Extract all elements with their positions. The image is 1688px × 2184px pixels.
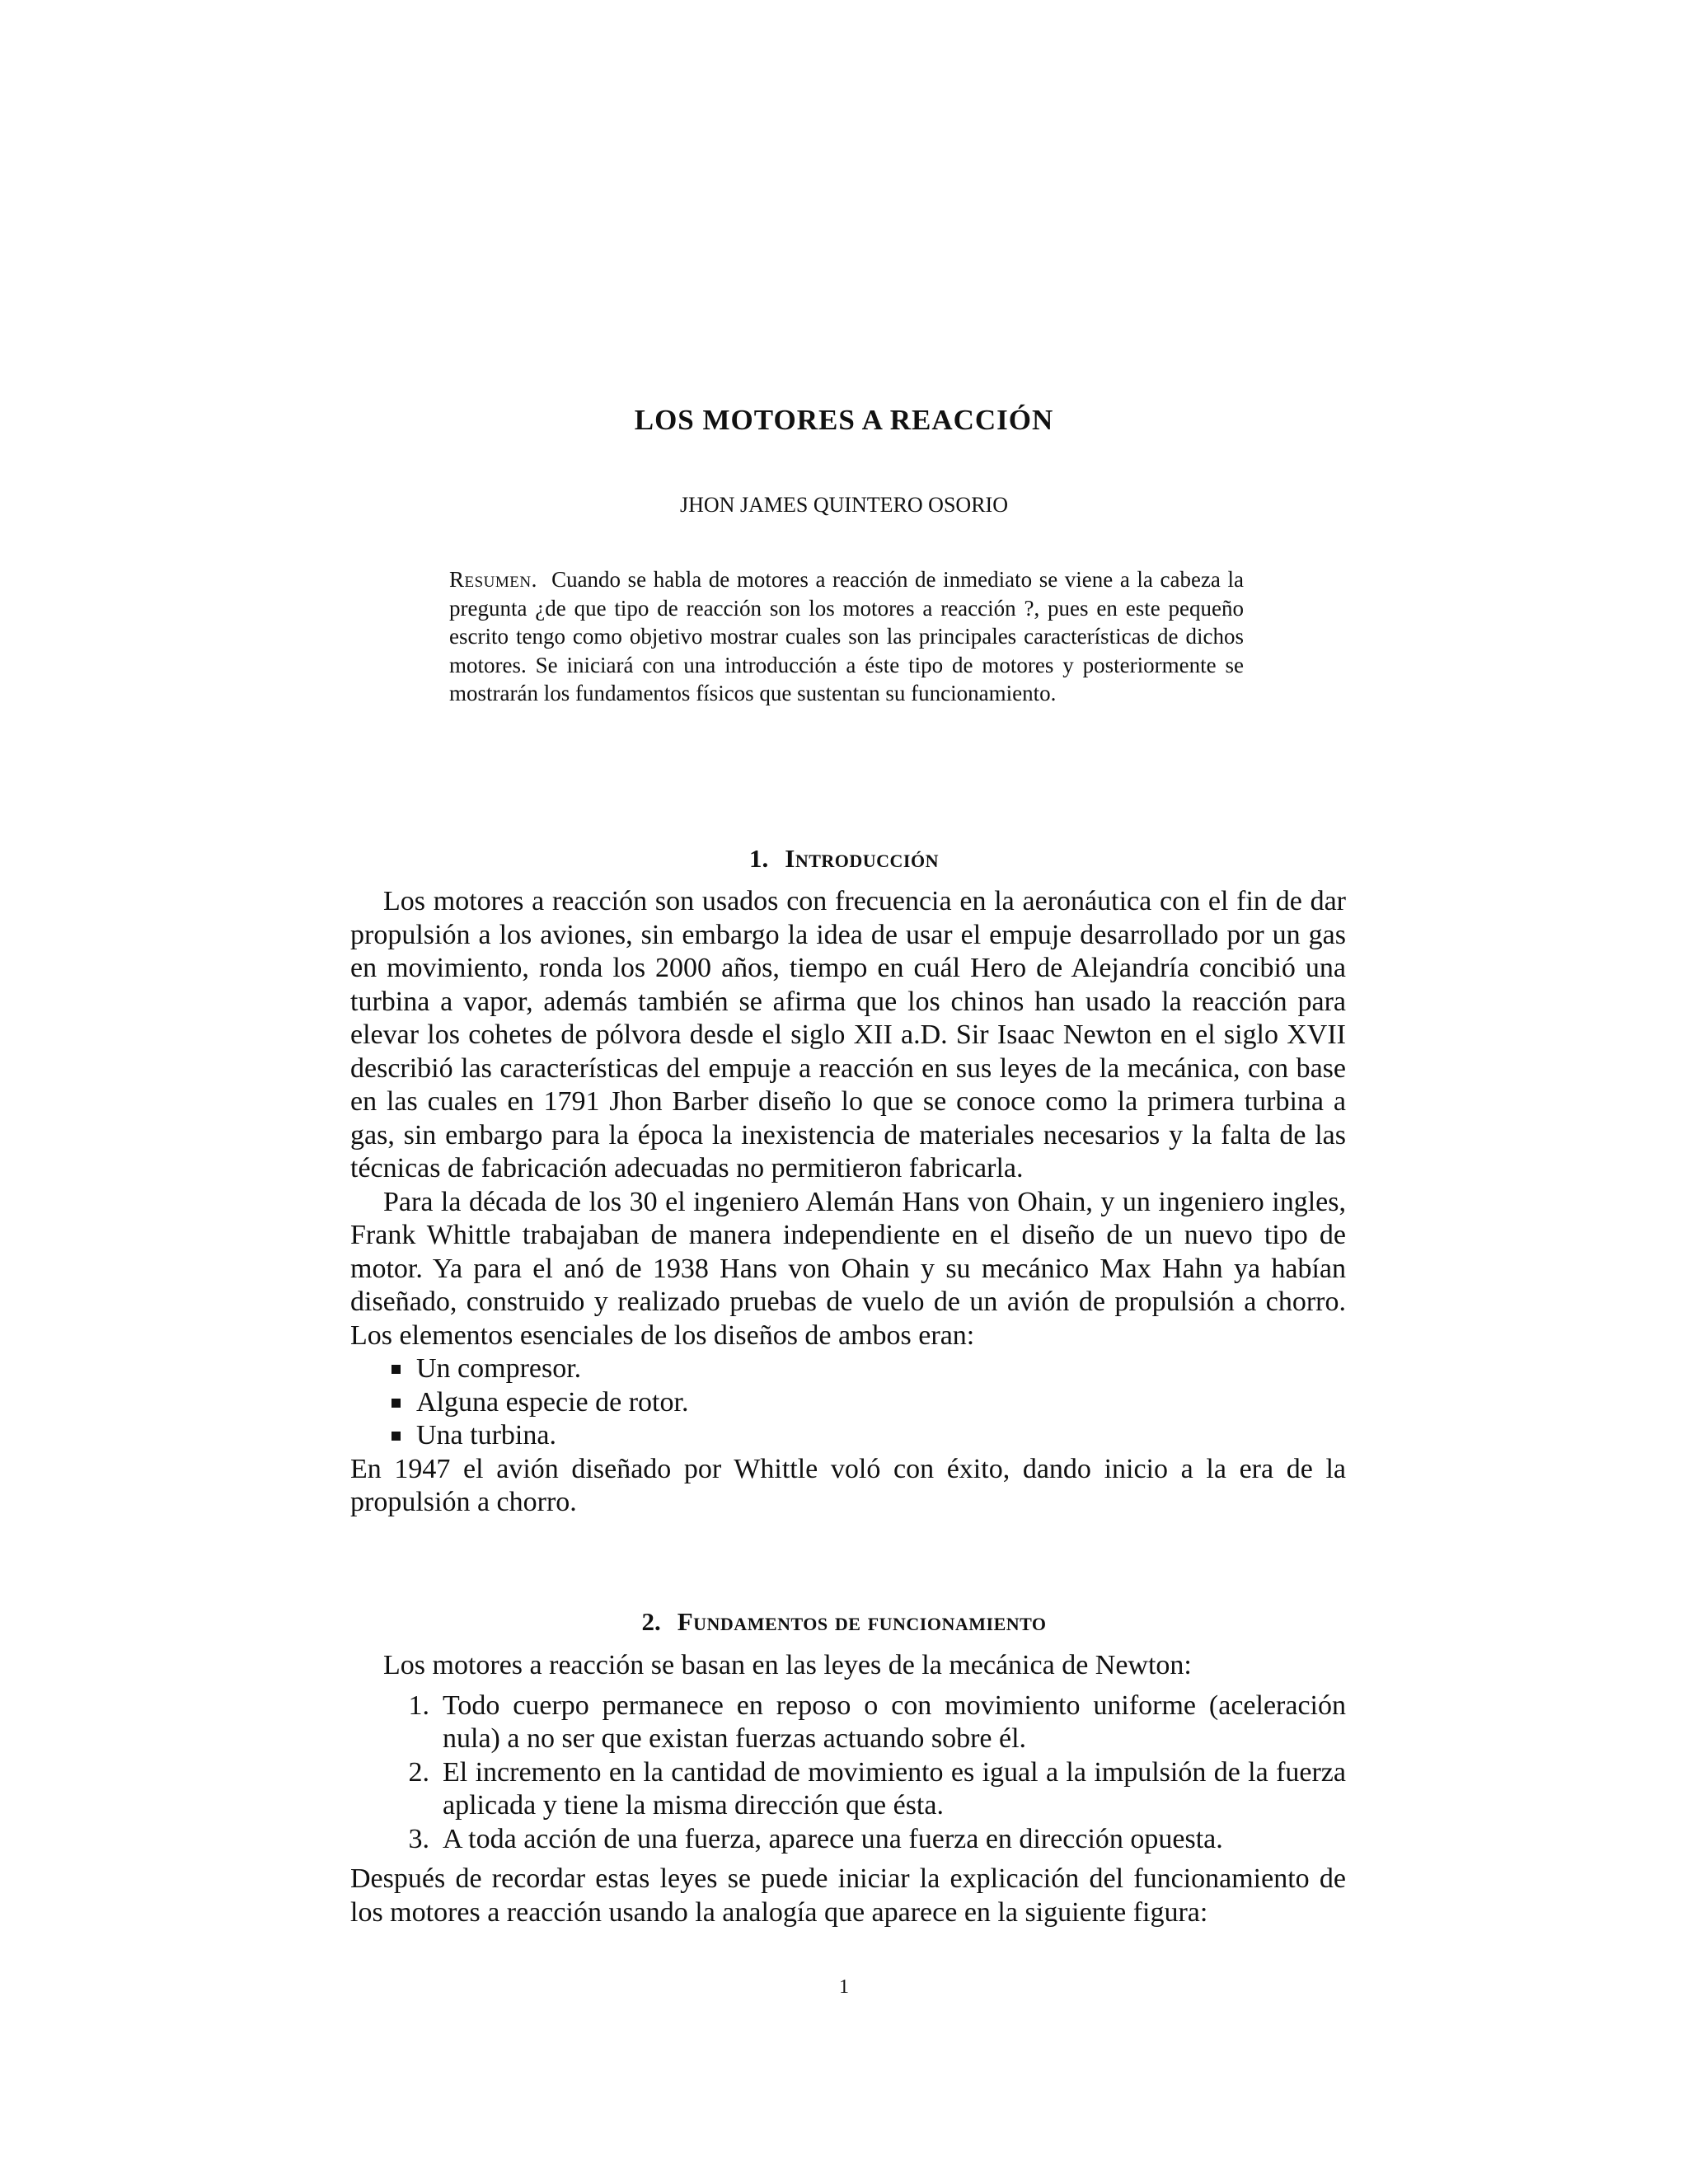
square-bullet-icon: [392, 1399, 401, 1408]
paragraph: Los motores a reacción se basan en las leyes de la mecánica de Newton:: [383, 1650, 1192, 1680]
section-number: 2.: [641, 1607, 661, 1636]
list-item: [408, 1823, 1346, 1857]
list-item: [416, 1419, 1346, 1453]
paragraph: En 1947 el avión diseñado por Whittle voló con éxito, dando inicio a la era de la propulsión a chorro.: [350, 1453, 1346, 1517]
section-number: 1.: [749, 844, 769, 873]
section-title: Introducción: [785, 844, 939, 873]
list-item: [416, 1386, 1346, 1420]
paragraph: Para la década de los 30 el ingeniero Alemán Hans von Ohain, y un ingeniero ingles, Frank Whittle trabajaban de manera independiente en el diseño de un nuevo tipo de motor. Ya para el anó de 1938 Hans von Ohain y su mecánico Max Hahn ya habían diseñado, construido y realizado pruebas de vuelo de un avión de propulsión a chorro. Los elementos esenciales de los diseños de ambos eran:: [350, 1186, 1346, 1351]
paper-title: LOS MOTORES A REACCIÓN: [634, 404, 1054, 436]
list-item-text: A toda acción de una fuerza, aparece una fuerza en dirección opuesta.: [443, 1823, 1223, 1854]
section-heading-fundamentos: [0, 1607, 1688, 1637]
square-bullet-icon: [392, 1432, 401, 1441]
paragraph: Los motores a reacción son usados con frecuencia en la aeronáutica con el fin de dar propulsión a los aviones, sin embargo la idea de usar el empuje desarrollado por un gas en movimiento, ronda los 2000 años, tiempo en cuál Hero de Alejandría concibió una turbina a vapor, además también se afirma que los chinos han usado la reacción para elevar los cohetes de pólvora desde el siglo XII a.D. Sir Isaac Newton en el siglo XVII describió las características del empuje a reacción en sus leyes de la mecánica, con base en las cuales en 1791 Jhon Barber diseño lo que se conoce como la primera turbina a gas, sin embargo para la época la inexistencia de materiales necesarios y la falta de las técnicas de fabricación adecuadas no permitieron fabricarla.: [350, 886, 1346, 1183]
list-item-text: Todo cuerpo permanece en reposo o con movimiento uniforme (aceleración nula) a no ser que existan fuerzas actuando sobre él.: [443, 1690, 1346, 1754]
list-item: [408, 1690, 1346, 1756]
spacer: [350, 1683, 1346, 1690]
list-item-text: Un compresor.: [416, 1353, 582, 1384]
square-bullet-icon: [392, 1365, 401, 1374]
list-number: 3.: [408, 1823, 429, 1854]
list-item: [408, 1756, 1346, 1823]
section-body-fundamentos: [350, 1649, 1346, 1929]
abstract-label: Resumen.: [449, 567, 537, 592]
section-body-introduccion: [350, 885, 1346, 1520]
section-title: Fundamentos de funcionamiento: [677, 1607, 1047, 1636]
list-number: 2.: [408, 1756, 429, 1788]
page-number: 1: [839, 1976, 849, 1998]
numbered-list: [350, 1690, 1346, 1857]
author-name: JHON JAMES QUINTERO OSORIO: [680, 493, 1008, 517]
spacer: [350, 1856, 1346, 1863]
list-item: [416, 1352, 1346, 1386]
abstract: [449, 565, 1244, 708]
bullet-list: [350, 1352, 1346, 1453]
list-number: 1.: [408, 1690, 429, 1721]
abstract-text: Cuando se habla de motores a reacción de inmediato se viene a la cabeza la pregunta ¿de que tipo de reacción son los motores a reacción ?, pues en este pequeño escrito tengo como objetivo mostrar cuales son las principales características de dichos motores. Se iniciará con una introducción a éste tipo de motores y posteriormente se mostrarán los fundamentos físicos que sustentan su funcionamiento.: [449, 567, 1244, 705]
list-item-text: Alguna especie de rotor.: [416, 1386, 689, 1418]
paragraph: Después de recordar estas leyes se puede iniciar la explicación del funcionamiento de los motores a reacción usando la analogía que aparece en la siguiente figura:: [350, 1863, 1346, 1928]
list-item-text: Una turbina.: [416, 1420, 556, 1451]
section-heading-introduccion: [0, 844, 1688, 874]
list-item-text: El incremento en la cantidad de movimiento es igual a la impulsión de la fuerza aplicada y tiene la misma dirección que ésta.: [443, 1756, 1346, 1821]
